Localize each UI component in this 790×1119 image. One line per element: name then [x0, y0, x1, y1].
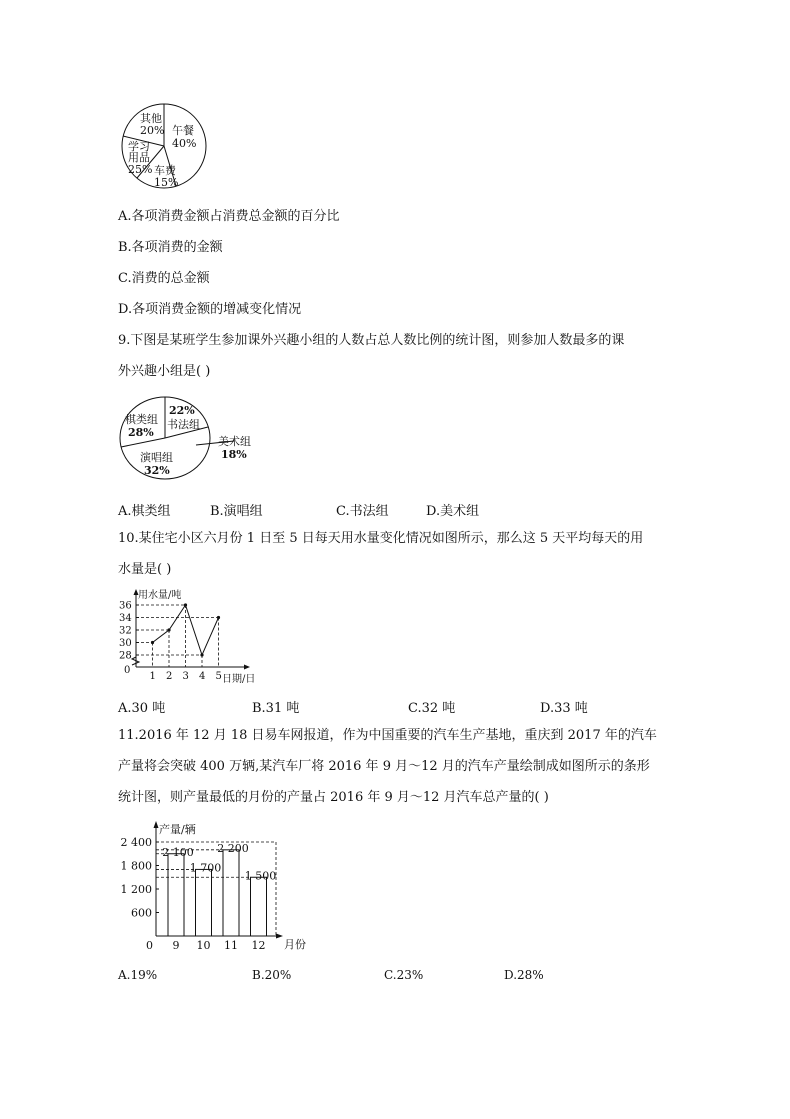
- x-tick-label: 3: [182, 671, 189, 682]
- y-tick-label: 1 200: [120, 883, 152, 896]
- bar-data-label: 2 200: [217, 841, 249, 855]
- pie-label-lunch: 午餐: [172, 124, 194, 137]
- q8-option-c: C.消费的总金额: [118, 271, 210, 286]
- pie-pct-sing: 32%: [144, 464, 170, 477]
- y-tick-label: 1 800: [120, 859, 152, 873]
- y-tick-label: 34: [119, 613, 132, 624]
- q11-option-d: D.28%: [504, 968, 544, 982]
- q11-stem-line1: 11.2016 年 12 月 18 日易车网报道，作为中国重要的汽车生产基地，重庆到 2017 年的汽车: [118, 728, 657, 743]
- q10-option-c: C.32 吨: [408, 701, 456, 716]
- x-tick-label: 11: [224, 939, 238, 952]
- bar-chart-car-output: [112, 818, 322, 954]
- pie-chart-spending: [116, 100, 212, 192]
- bar: [223, 850, 239, 936]
- q9-stem-line1: 9.下图是某班学生参加课外兴趣小组的人数占总人数比例的统计图，则参加人数最多的课: [118, 333, 625, 348]
- data-point: [151, 641, 154, 644]
- x-axis-arrow: [276, 934, 283, 939]
- pie-pct-calli: 22%: [169, 404, 195, 417]
- q8-option-b: B.各项消费的金额: [118, 240, 223, 255]
- line-chart-water-usage: [112, 585, 272, 685]
- y-axis-label: 产量/辆: [159, 823, 196, 836]
- q11-stem-line2: 产量将会突破 400 万辆,某汽车厂将 2016 年 9 月～12 月的汽车产量绘制成如图所示的条形: [118, 759, 650, 774]
- origin-label: 0: [124, 665, 131, 676]
- pie-label-sing: 演唱组: [140, 451, 173, 464]
- data-point: [167, 628, 170, 631]
- x-axis-arrow: [244, 665, 250, 670]
- origin-label: 0: [146, 939, 153, 952]
- x-tick-label: 1: [149, 671, 156, 682]
- x-tick-label: 5: [215, 671, 222, 682]
- data-point: [184, 603, 187, 606]
- bar: [168, 854, 184, 936]
- y-tick-label: 32: [119, 625, 132, 637]
- pie-label-chess: 棋类组: [125, 413, 158, 426]
- q10-stem-line1: 10.某住宅小区六月份 1 日至 5 日每天用水量变化情况如图所示，那么这 5 天平均每天的用: [118, 531, 644, 546]
- x-tick-label: 12: [251, 939, 266, 952]
- y-tick-label: 28: [119, 650, 132, 662]
- y-axis-arrow: [154, 821, 159, 828]
- q11-option-b: B.20%: [252, 968, 292, 982]
- q10-option-b: B.31 吨: [252, 701, 300, 716]
- pie-divider-left: [121, 438, 165, 447]
- x-tick-label: 10: [196, 939, 211, 952]
- y-tick-label: 2 400: [120, 836, 152, 849]
- bar-data-label: 1 500: [244, 869, 277, 883]
- pie-label-art: 美术组: [218, 435, 251, 448]
- pie-pct-chess: 28%: [128, 426, 154, 439]
- q9-option-d: D.美术组: [426, 504, 480, 519]
- pie-label-fare: 车费: [154, 164, 176, 177]
- q11-option-a: A.19%: [118, 968, 158, 982]
- bar: [196, 869, 212, 936]
- bar-data-label: 1 700: [189, 861, 222, 875]
- q9-option-b: B.演唱组: [210, 504, 263, 519]
- q10-option-d: D.33 吨: [540, 701, 588, 716]
- pie-pct-art: 18%: [221, 448, 247, 461]
- pie-label-study-2: 用品: [128, 151, 150, 164]
- x-tick-label: 9: [172, 939, 180, 952]
- q11-option-c: C.23%: [384, 968, 424, 982]
- x-axis-label: 日期/日: [222, 674, 256, 685]
- y-axis-label: 用水量/吨: [138, 590, 182, 601]
- y-tick-label: 600: [131, 906, 152, 920]
- q9-stem-line2: 外兴趣小组是( ): [118, 364, 211, 379]
- x-axis-label: 月份: [284, 938, 306, 951]
- pie-label-other: 其他: [140, 112, 162, 125]
- x-tick-label: 2: [166, 671, 173, 682]
- pie-label-calli: 书法组: [167, 418, 200, 431]
- data-point: [200, 653, 203, 656]
- pie-label-study-1: 学习: [128, 140, 150, 153]
- pie-pct-lunch: 40%: [172, 137, 197, 150]
- bar: [251, 877, 267, 936]
- y-tick-label: 30: [119, 638, 132, 649]
- pie-pct-other: 20%: [140, 124, 165, 137]
- q11-stem-line3: 统计图，则产量最低的月份的产量占 2016 年 9 月～12 月汽车总产量的( ): [118, 790, 549, 805]
- pie-chart-interest-groups: [116, 393, 276, 485]
- q10-option-a: A.30 吨: [118, 701, 166, 716]
- q8-option-a: A.各项消费金额占消费总金额的百分比: [118, 209, 340, 224]
- q9-option-a: A.棋类组: [118, 504, 171, 519]
- pie-pct-study: 25%: [128, 163, 153, 176]
- x-tick-label: 4: [199, 671, 206, 682]
- pie-pct-fare: 15%: [154, 176, 179, 189]
- q10-stem-line2: 水量是( ): [118, 562, 172, 577]
- y-tick-label: 36: [119, 600, 132, 612]
- bar-data-label: 2 100: [162, 845, 194, 859]
- data-point: [217, 616, 220, 619]
- q9-option-c: C.书法组: [336, 504, 389, 519]
- q8-option-d: D.各项消费金额的增减变化情况: [118, 302, 302, 317]
